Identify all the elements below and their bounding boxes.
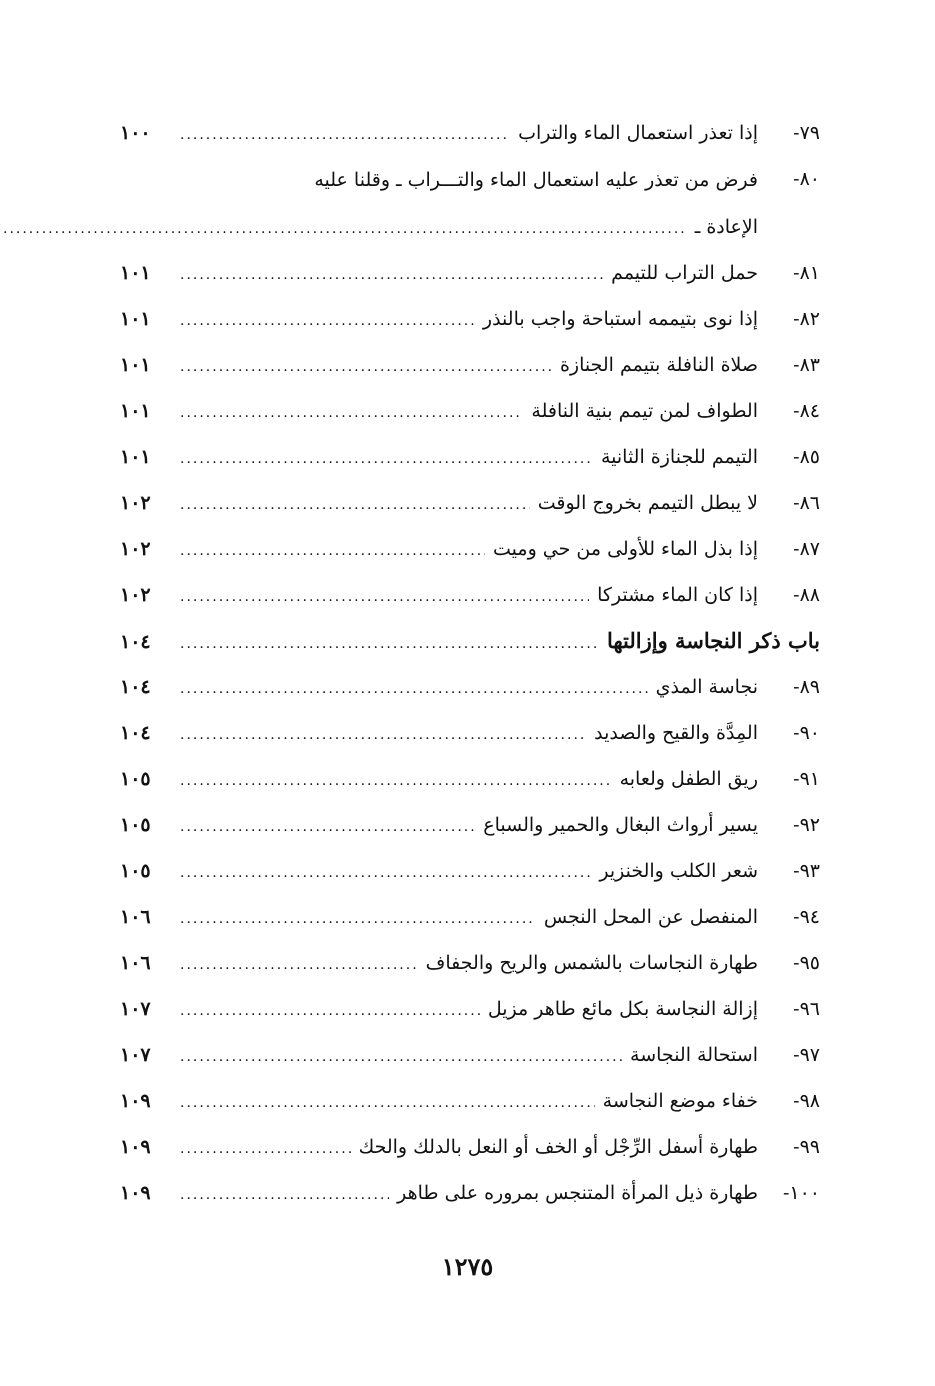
entry-page: ١٠٢	[120, 538, 151, 560]
entry-page: ١٠١	[120, 308, 151, 330]
leader-dots	[180, 390, 523, 436]
entry-number: ٩٣-	[793, 860, 820, 882]
toc-entry-84	[120, 388, 820, 434]
table-of-contents	[120, 110, 820, 1216]
entry-title: إذا نوى بتيممه استباحة واجب بالنذر	[482, 308, 758, 330]
toc-entry-87	[120, 526, 820, 572]
toc-entry-94	[120, 894, 820, 940]
entry-number: ٨٠-	[793, 168, 820, 190]
leader-dots	[180, 436, 593, 482]
entry-number: ٩٧-	[793, 1044, 820, 1066]
toc-entry-80	[120, 156, 820, 250]
toc-entry-91	[120, 756, 820, 802]
entry-page: ١٠٦	[120, 952, 151, 974]
entry-number: ٨٨-	[793, 584, 820, 606]
entry-title: المِدَّة والقيح والصديد	[594, 722, 758, 744]
entry-page: ١٠٥	[120, 814, 151, 836]
entry-page: ١٠٤	[120, 676, 151, 698]
entry-page: ١٠٧	[120, 998, 151, 1020]
entry-title: الطواف لمن تيمم بنية النافلة	[531, 400, 758, 422]
toc-entry-96	[120, 986, 820, 1032]
entry-body	[0, 156, 758, 250]
leader-dots	[180, 574, 589, 620]
entry-title: نجاسة المذي	[655, 676, 758, 698]
entry-number: ٩٨-	[793, 1090, 820, 1112]
toc-entry-83	[120, 342, 820, 388]
entry-number: ٨٥-	[793, 446, 820, 468]
section-title: باب ذكر النجاسة وإزالتها	[606, 628, 820, 653]
entry-number: ٨٤-	[793, 400, 820, 422]
leader-dots	[180, 896, 536, 942]
entry-title: شعر الكلب والخنزير	[599, 860, 758, 882]
toc-entry-97	[120, 1032, 820, 1078]
leader-dots	[180, 942, 418, 988]
entry-page: ١٠١	[120, 354, 151, 376]
entry-title: إذا تعذر استعمال الماء والتراب	[518, 122, 758, 144]
entry-page: ١٠٢	[120, 492, 151, 514]
leader-dots	[180, 1080, 595, 1126]
entry-page: ١٠٥	[120, 860, 151, 882]
leader-dots	[180, 252, 603, 298]
entry-number: ٩١-	[793, 768, 820, 790]
leader-dots	[180, 850, 591, 896]
entry-title: طهارة أسفل الرِّجْل أو الخف أو النعل بالدلك والحك	[358, 1136, 758, 1158]
toc-entry-82	[120, 296, 820, 342]
leader-dots	[180, 804, 475, 850]
entry-page: ١٠٥	[120, 768, 151, 790]
entry-title: صلاة النافلة بتيمم الجنازة	[559, 354, 758, 376]
entry-page: ١٠٢	[120, 584, 151, 606]
entry-title: يسير أرواث البغال والحمير والسباع	[483, 814, 758, 836]
entry-number: ٩٢-	[793, 814, 820, 836]
toc-entry-89	[120, 664, 820, 710]
entry-title: إذا بذل الماء للأولى من حي وميت	[493, 538, 758, 560]
leader-dots	[180, 344, 552, 390]
section-heading	[120, 618, 820, 664]
toc-entry-100	[120, 1170, 820, 1216]
section-page: ١٠٤	[120, 631, 151, 653]
entry-title: ريق الطفل ولعابه	[619, 768, 758, 790]
entry-page: ١٠٩	[120, 1136, 151, 1158]
toc-entry-92	[120, 802, 820, 848]
entry-title: إزالة النجاسة بكل مائع طاهر مزيل	[487, 998, 758, 1020]
entry-number: ١٠٠-	[782, 1182, 820, 1204]
entry-page: ١٠٩	[120, 1182, 151, 1204]
entry-title-line1: فرض من تعذر عليه استعمال الماء والتـــراب ـ وقلنا عليه	[314, 169, 758, 191]
toc-entry-79	[120, 110, 820, 156]
entry-number: ٨٩-	[793, 676, 820, 698]
leader-dots	[180, 298, 475, 344]
leader-dots	[180, 666, 648, 712]
entry-number: ٩٩-	[793, 1136, 820, 1158]
entry-number: ٨٢-	[793, 308, 820, 330]
entry-title-line2-row	[0, 204, 758, 250]
leader-dots	[180, 528, 485, 574]
leader-dots	[180, 988, 480, 1034]
leader-dots	[180, 758, 612, 804]
entry-title-line2: الإعادة ـ	[694, 216, 758, 238]
entry-title: حمل التراب للتيمم	[611, 262, 758, 284]
entry-number: ٩٠-	[793, 722, 820, 744]
page-number: ١٢٧٥	[441, 1252, 494, 1281]
entry-title: استحالة النجاسة	[630, 1044, 758, 1066]
toc-entry-99	[120, 1124, 820, 1170]
toc-entry-95	[120, 940, 820, 986]
entry-page: ١٠٤	[120, 722, 151, 744]
leader-dots	[0, 206, 687, 252]
entry-number: ٨١-	[793, 262, 820, 284]
entry-page: ١٠١	[120, 400, 151, 422]
entry-page: ١٠٩	[120, 1090, 151, 1112]
toc-entry-81	[120, 250, 820, 296]
entry-title: خفاء موضع النجاسة	[602, 1090, 758, 1112]
entry-title: إذا كان الماء مشتركا	[597, 584, 758, 606]
leader-dots	[180, 621, 599, 667]
entry-number: ٨٧-	[793, 538, 820, 560]
toc-entry-90	[120, 710, 820, 756]
entry-number: ٩٦-	[793, 998, 820, 1020]
entry-number: ٧٩-	[793, 122, 820, 144]
entry-number: ٩٤-	[793, 906, 820, 928]
entry-page: ١٠٦	[120, 906, 151, 928]
entry-title: المنفصل عن المحل النجس	[543, 906, 758, 928]
entry-page: ١٠٧	[120, 1044, 151, 1066]
entry-title: التيمم للجنازة الثانية	[600, 446, 758, 468]
entry-page: ١٠١	[120, 262, 151, 284]
toc-entry-88	[120, 572, 820, 618]
entry-title: طهارة النجاسات بالشمس والريح والجفاف	[425, 952, 758, 974]
entry-title: طهارة ذيل المرأة المتنجس بمروره على طاهر	[397, 1182, 758, 1204]
entry-number: ٩٥-	[793, 952, 820, 974]
leader-dots	[180, 712, 586, 758]
entry-title: لا يبطل التيمم بخروج الوقت	[537, 492, 758, 514]
toc-entry-98	[120, 1078, 820, 1124]
entry-number: ٨٣-	[793, 354, 820, 376]
entry-page: ١٠١	[120, 446, 151, 468]
leader-dots	[180, 482, 530, 528]
entry-page: ١٠٠	[120, 122, 151, 144]
toc-entry-86	[120, 480, 820, 526]
leader-dots	[180, 1126, 351, 1172]
entry-number: ٨٦-	[793, 492, 820, 514]
toc-entry-85	[120, 434, 820, 480]
toc-entry-93	[120, 848, 820, 894]
leader-dots	[180, 112, 510, 158]
leader-dots	[180, 1034, 622, 1080]
leader-dots	[180, 1172, 389, 1218]
